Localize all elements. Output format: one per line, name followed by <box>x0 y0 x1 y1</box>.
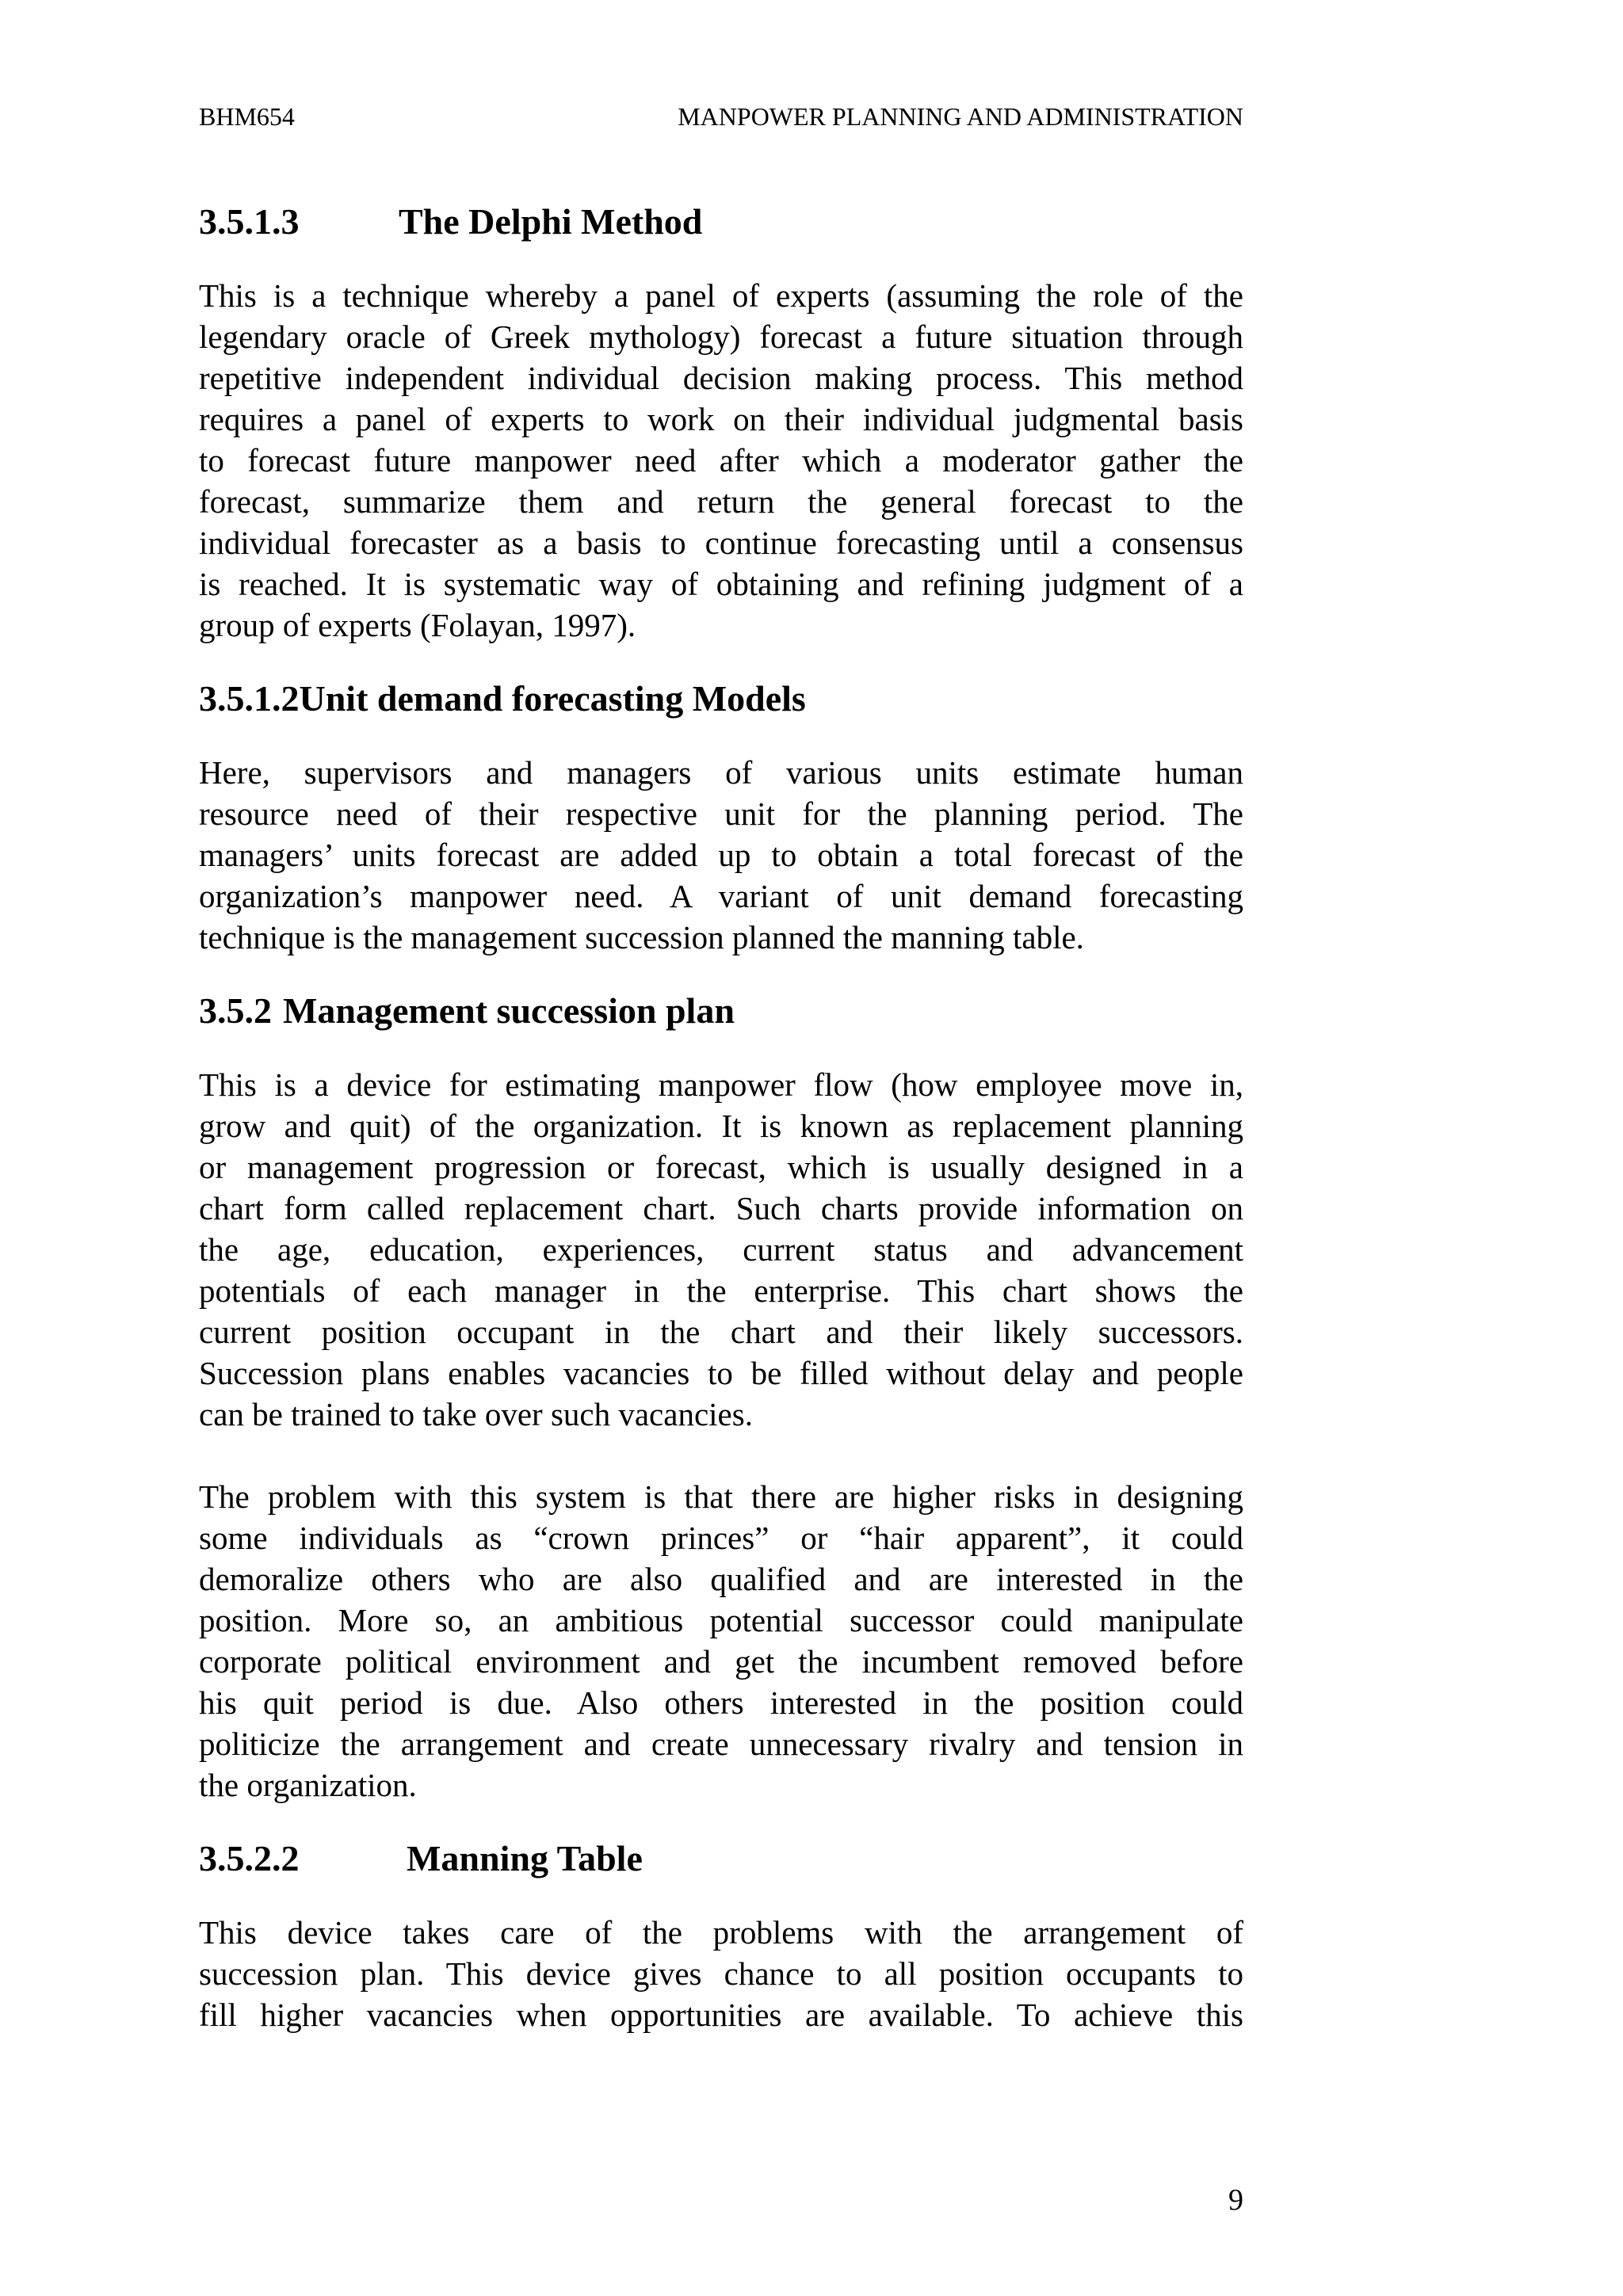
text-line: demoralize others who are also qualified and are interested in the <box>199 1561 1243 1597</box>
text-line: individual forecaster as a basis to continue forecasting until a consensus <box>199 524 1243 561</box>
paragraph-succession-plan-2 <box>199 1476 1243 1806</box>
text-line: forecast, summarize them and return the general forecast to the <box>199 483 1243 520</box>
text-line: resource need of their respective unit for the planning period. The <box>199 795 1243 832</box>
text-line: is reached. It is systematic way of obtaining and refining judgment of a <box>199 566 1243 602</box>
text-line: to forecast future manpower need after which a moderator gather the <box>199 442 1243 479</box>
section-heading-unit-demand <box>199 667 1243 730</box>
text-line: group of experts (Folayan, 1997). <box>199 607 636 643</box>
course-code: BHM654 <box>199 102 295 131</box>
text-line: Here, supervisors and managers of various units estimate human <box>199 754 1243 791</box>
text-line: position. More so, an ambitious potential successor could manipulate <box>199 1602 1243 1638</box>
section-title: Management succession plan <box>283 990 735 1031</box>
text-line: fill higher vacancies when opportunities are available. To achieve this <box>199 1997 1243 2033</box>
section-heading-delphi <box>199 190 1243 254</box>
page-number: 9 <box>1228 2183 1243 2217</box>
paragraph-delphi <box>199 275 1243 646</box>
text-line: the organization. <box>199 1767 417 1803</box>
text-line: can be trained to take over such vacancies. <box>199 1396 753 1432</box>
text-line: This is a device for estimating manpower flow (how employee move in, <box>199 1066 1243 1103</box>
section-number: 3.5.1.3 <box>199 201 300 242</box>
text-line: some individuals as “crown princes” or “hair apparent”, it could <box>199 1520 1243 1556</box>
text-line: requires a panel of experts to work on their individual judgmental basis <box>199 401 1243 437</box>
text-line: succession plan. This device gives chance to all position occupants to <box>199 1955 1243 1992</box>
text-line: technique is the management succession planned the manning table. <box>199 919 1084 955</box>
text-line: potentials of each manager in the enterprise. This chart shows the <box>199 1272 1243 1309</box>
text-line: managers’ units forecast are added up to obtain a total forecast of the <box>199 837 1243 873</box>
paragraph-manning-table <box>199 1912 1243 2035</box>
section-title: The Delphi Method <box>399 201 703 242</box>
text-line: The problem with this system is that there are higher risks in designing <box>199 1478 1243 1515</box>
section-heading-manning-table <box>199 1827 1243 1890</box>
text-line: This device takes care of the problems with the arrangement of <box>199 1914 1243 1951</box>
section-heading-succession-plan <box>199 979 1243 1043</box>
text-line: organization’s manpower need. A variant of unit demand forecasting <box>199 878 1243 914</box>
running-header <box>199 97 1243 136</box>
section-number: 3.5.1.2 <box>199 678 300 719</box>
text-line: his quit period is due. Also others interested in the position could <box>199 1684 1243 1721</box>
section-title: Unit demand forecasting Models <box>299 678 806 719</box>
text-line: This is a technique whereby a panel of experts (assuming the role of the <box>199 277 1243 314</box>
text-line: or management progression or forecast, which is usually designed in a <box>199 1149 1243 1185</box>
course-title: MANPOWER PLANNING AND ADMINISTRATION <box>678 102 1243 131</box>
text-line: politicize the arrangement and create unnecessary rivalry and tension in <box>199 1726 1243 1762</box>
text-line: Succession plans enables vacancies to be filled without delay and people <box>199 1355 1243 1391</box>
section-title: Manning Table <box>407 1838 643 1878</box>
text-line: the age, education, experiences, current status and advancement <box>199 1231 1243 1268</box>
text-line: grow and quit) of the organization. It is known as replacement planning <box>199 1108 1243 1144</box>
text-line: corporate political environment and get the incumbent removed before <box>199 1643 1243 1680</box>
text-line: repetitive independent individual decision making process. This method <box>199 360 1243 396</box>
text-line: current position occupant in the chart and their likely successors. <box>199 1314 1243 1350</box>
page-body <box>199 190 1243 2035</box>
paragraph-succession-plan-1 <box>199 1064 1243 1435</box>
text-line: chart form called replacement chart. Such charts provide information on <box>199 1190 1243 1226</box>
paragraph-unit-demand <box>199 752 1243 958</box>
section-number: 3.5.2.2 <box>199 1838 300 1878</box>
text-line: legendary oracle of Greek mythology) forecast a future situation through <box>199 318 1243 355</box>
section-number: 3.5.2 <box>199 990 272 1031</box>
